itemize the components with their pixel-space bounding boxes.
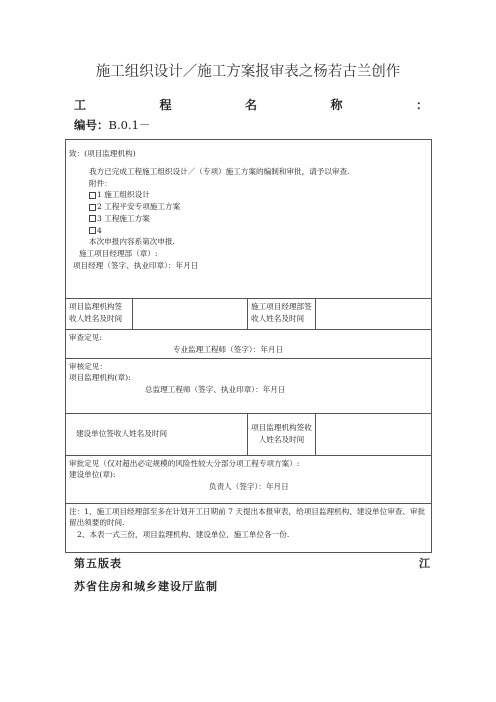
audit-cell: [66, 358, 432, 413]
approval-form-table: [65, 139, 432, 553]
dept-stamp: 施工项目经理部（章）:: [79, 249, 158, 259]
audit-row: [66, 358, 432, 413]
audit-org: 项目监理机构(章):: [69, 373, 131, 383]
notes-row: [66, 503, 432, 552]
attachment-item: 4: [69, 225, 428, 237]
form-number: [74, 117, 150, 133]
attachment-item: 2 工程平安专项施工方案: [69, 201, 428, 213]
submission-row: [66, 140, 432, 299]
attachments-label: 附件：: [89, 178, 112, 188]
submission-cell: [66, 140, 432, 299]
project-name-label: [74, 96, 428, 113]
manager-sign: 项目经理（签字、执业印章）：年月日: [73, 260, 199, 270]
checkbox-icon[interactable]: [89, 215, 96, 222]
province-char: 江: [419, 557, 430, 570]
edition-label: 第五版表: [74, 557, 122, 570]
page-title: 施工组织设计／施工方案报审表之杨若古兰创作: [95, 64, 401, 80]
project-name-char: 程: [159, 98, 172, 112]
approval-label: 审批定见（仅对超出必定规模的风险性较大分部分项工程专项方案）:: [69, 458, 300, 468]
supervisor-receipt-blank: [133, 299, 248, 330]
supervisor-receipt2-blank: [316, 413, 432, 455]
checkbox-icon[interactable]: [89, 204, 96, 211]
approval-row: [66, 455, 432, 503]
supervisor-receipt2-label: 项目监理机构签收人姓名及时间: [248, 413, 316, 455]
project-name-char: 名: [244, 98, 257, 112]
attachment-item: 1 施工组织设计: [69, 189, 428, 201]
addressee: 致：(项目监理机构): [69, 149, 136, 158]
contractor-receipt-label: 施工项目经理部签收人姓名及时间: [248, 299, 316, 330]
owner-org: 建设单位(章):: [69, 470, 116, 480]
review-sign: 专业监理工程师（签字）：年月日: [173, 344, 284, 354]
receipt-row-2: [66, 413, 432, 455]
checkbox-icon[interactable]: [89, 227, 96, 234]
supervisor-receipt-label: 项目监理机构签收人姓名及时间: [66, 299, 133, 330]
form-number-label: 编号：: [74, 118, 109, 132]
project-name-char: ：: [415, 98, 428, 112]
notes-cell: [66, 503, 432, 552]
checkbox-icon[interactable]: [89, 192, 96, 199]
form-number-code: B.0.1－: [108, 118, 151, 132]
contractor-receipt-blank: [316, 299, 432, 330]
project-name-char: 工: [74, 98, 87, 112]
owner-receipt-label: 建设单位签收人姓名及时间: [66, 413, 248, 455]
review-label: 审查定见:: [69, 333, 102, 342]
note-2: 2、本表一式三份，项目监理机构、建设单位、施工单位各一份.: [77, 530, 290, 540]
receipt-row-1: [66, 299, 432, 330]
review-row: [66, 330, 432, 359]
review-cell: [66, 330, 432, 359]
owner-sign: 负责人（签字）：年月日: [209, 482, 289, 492]
statement: 我方已完成工程施工组织设计／（专项）施工方案的编制和审批，请予以审查.: [89, 166, 350, 176]
project-name-char: 称: [330, 98, 343, 112]
audit-sign: 总监理工程师（签字、执业印章）：年月日: [145, 385, 286, 395]
audit-label: 审核定见：: [69, 361, 107, 371]
issuing-dept: 苏省住房和城乡建设厅监制: [74, 580, 218, 593]
note-1: 注：1、施工项目经理部至多在计划开工日期前 7 天提出本报审表，给项目监理机构、建设单位审查、审批留出须要的时间.: [69, 506, 426, 528]
attachment-item: 3 工程施工方案: [69, 213, 428, 225]
submit-count: 本次申报内容系第次申报.: [89, 237, 175, 247]
approval-cell: [66, 455, 432, 503]
